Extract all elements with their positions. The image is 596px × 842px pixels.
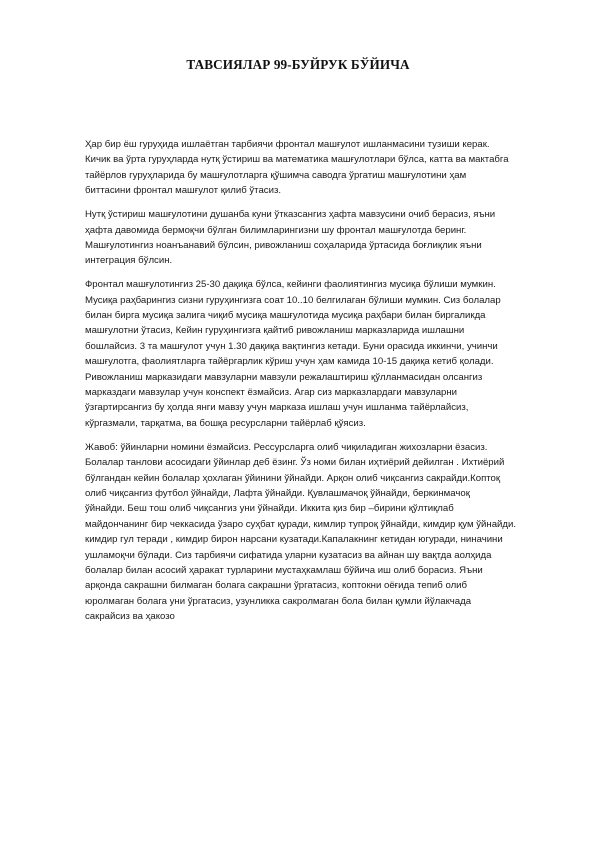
text-line: Ривожланиш марказидаги мавзуларни мавзули режалаштириш қўлланмасидан олсангиз — [85, 371, 483, 383]
text-line: интеграция бўлсин. — [85, 255, 173, 267]
text-line: Болалар танлови асосидаги ўйинлар деб ёзинг. Ўз номи билан иҳтиёрий дейилган . Ихтиёрий — [85, 457, 505, 469]
paragraph — [85, 440, 545, 625]
text-line: тайёрлов гуруҳларида бу машғулотларга қўшимча саводга ўргатиш машғулотини ҳам — [85, 169, 467, 181]
text-line: Машғулотингиз ноанъанавий бўлсин, ривожланиш соҳаларида ўртасида боғлиқлик яъни — [85, 239, 482, 251]
text-line: ҳафта давомида бермоқчи бўлган билимларингизни шу фронтал машғулотда беринг. — [85, 224, 467, 236]
text-line: Ҳар бир ёш гуруҳида ишлаётган тарбиячи фронтал машғулот ишланмасини тузиши керак. — [85, 139, 490, 150]
text-line: бўлгандан кейин болалар ҳохлаган ўйинини ўйнайди. Арқон олиб чиқсангиз сакрайди.Коптоқ — [85, 472, 501, 484]
text-line: кўргазмали, тарқатма, ва бошқа ресурсларни тайёрлаб қўясиз. — [85, 417, 366, 429]
text-line: ўйнайди. Беш тош олиб чиқсангиз уни ўйнайди. Иккита қиз бир –бирини қўлтиқлаб — [85, 503, 454, 515]
text-line: юролмаган болага уни ўргатасиз, узунликка сакролмаган бола билан қумли йўлакчада — [85, 595, 472, 607]
paragraph — [85, 207, 545, 269]
text-line: олиб чиқсангиз футбол ўйнайди, Лафта ўйнайди. Қувлашмачоқ ўйнайди, беркинмачоқ — [85, 487, 470, 499]
text-line: арқонда сакрашни билмаган болага сакрашни ўргатасиз, коптокни оёғида тепиб олиб — [85, 580, 468, 592]
text-line: марказдаги мавзулар учун конспект ёзмайсиз. Агар сиз марказлардаги мавзуларни — [85, 387, 458, 399]
document-body — [85, 137, 545, 633]
text-line: майдончанинг бир чеккасида ўзаро суҳбат қуради, кимлир тупроқ ўйнайди, кимдир қум ўйнайди. — [85, 518, 517, 530]
text-line: Фронтал машғулотингиз 25-30 дақиқа бўлса, кейинги фаолиятингиз мусиқа бўлиши мумкин. — [85, 279, 496, 291]
text-line: болалар билан асосий ҳаракат турларини мустаҳкамлаш бўйича иш олиб борасиз. Яъни — [85, 564, 483, 576]
text-line: Мусиқа раҳбарингиз сизни гуруҳингизга соат 10..10 белгилаган бўлиши мумкин. Сиз болалар — [85, 294, 501, 306]
text-line: билан бирга мусиқа залига чиқиб мусиқа машғулотида мусиқа раҳбари билан биргаликда — [85, 310, 486, 322]
text-line: сакрайсиз ва ҳакозо — [85, 611, 175, 623]
text-line: ўзгартирсангиз бу ҳолда янги мавзу учун марказа ишлаш учун ишланма тайёрлайсиз, — [85, 402, 469, 414]
paragraph — [85, 137, 545, 199]
text-line: Жавоб: ўйинларни номини ёзмайсиз. Рессурсларга олиб чиқиладиган жихозларни ёзасиз. — [85, 441, 488, 453]
text-line: машғулотга, фаолиятларга тайёргарлик кўриш учун ҳам камида 10-15 дақиқа кетиб қолади. — [85, 356, 494, 368]
paragraph — [85, 277, 545, 431]
text-line: Нутқ ўстириш машғулотини душанба куни ўтказсангиз ҳафта мавзусини очиб берасиз, яъни — [85, 209, 496, 221]
text-line: машғулотни ўтасиз, Кейин гуруҳингизга қайтиб ривожланиш марказларида ишлашни — [85, 325, 465, 337]
text-line: кимдир гул теради , кимдир бирон нарсани кузатади.Капалакнинг кетидан югуради, ниначини — [85, 534, 503, 546]
text-line: бошлайсиз. 3 та машғулот учун 1.30 дақиқа вақтингиз кетади. Буни орасида иккинчи, учинчи — [85, 340, 498, 352]
text-line: ушламоқчи бўлади. Сиз тарбиячи сифатида уларни кузатасиз ва айнан шу вақтда аолҳида — [85, 549, 492, 561]
text-line: биттасини фронтал машғулот қилиб ўтасиз. — [85, 185, 282, 197]
text-line: Кичик ва ўрта гуруҳларда нутқ ўстириш ва математика машғулотлари бўлса, катта ва мактабга — [85, 154, 509, 166]
document-title: ТАВСИЯЛАР 99-БУЙРУК БЎЙИЧА — [186, 57, 410, 72]
